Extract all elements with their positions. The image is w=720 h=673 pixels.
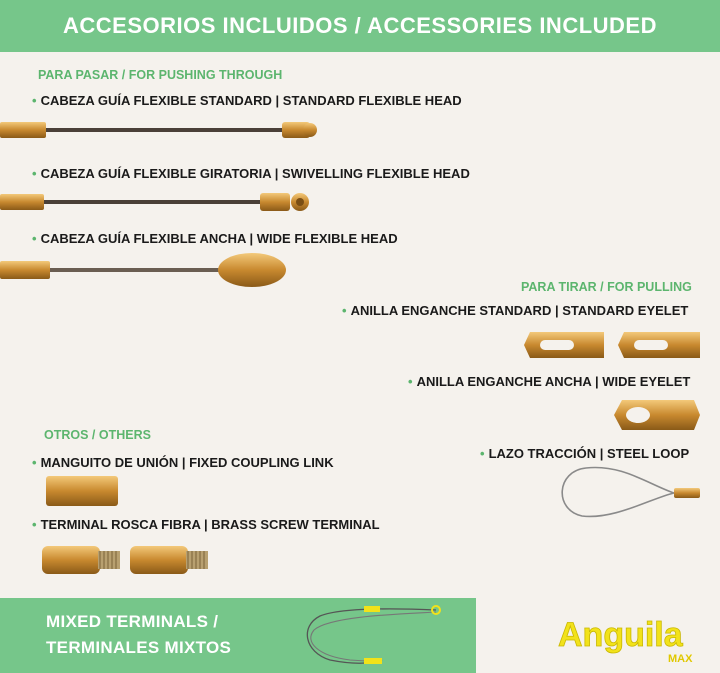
anguila-logo (556, 606, 696, 666)
item-standard-eyelet-label: ANILLA ENGANCHE STANDARD | STANDARD EYELET (350, 303, 689, 318)
item-wide-head-label: CABEZA GUÍA FLEXIBLE ANCHA | WIDE FLEXIBLE HEAD (40, 231, 398, 246)
screw-terminal-image (40, 544, 210, 578)
section-others-title: OTROS / OTHERS (44, 428, 151, 442)
mixed-terminals-image (300, 602, 450, 668)
item-steel-loop: • LAZO TRACCIÓN | STEEL LOOP (480, 446, 690, 461)
item-wide-eyelet-label: ANILLA ENGANCHE ANCHA | WIDE EYELET (416, 374, 691, 389)
item-steel-loop-label: LAZO TRACCIÓN | STEEL LOOP (488, 446, 690, 461)
header-title: ACCESORIOS INCLUIDOS / ACCESSORIES INCLUDED (63, 13, 657, 38)
header-banner (0, 0, 720, 52)
logo-sub-text: MAX (668, 653, 693, 665)
wide-head-image (0, 250, 300, 290)
section-pushing-title: PARA PASAR / FOR PUSHING THROUGH (38, 68, 283, 82)
section-pulling-title: PARA TIRAR / FOR PULLING (521, 280, 692, 294)
footer-line-1: MIXED TERMINALS / (46, 612, 219, 631)
swivelling-head-image (0, 190, 320, 216)
logo-brand-text: Anguila (558, 616, 683, 654)
coupling-link-image (46, 476, 120, 508)
standard-head-image (0, 118, 320, 144)
item-coupling-link: • MANGUITO DE UNIÓN | FIXED COUPLING LINK (32, 455, 334, 470)
item-coupling-link-label: MANGUITO DE UNIÓN | FIXED COUPLING LINK (40, 455, 334, 470)
item-screw-terminal-label: TERMINAL ROSCA FIBRA | BRASS SCREW TERMINAL (40, 517, 380, 532)
footer-line-2: TERMINALES MIXTOS (46, 638, 232, 657)
item-swivelling-head: • CABEZA GUÍA FLEXIBLE GIRATORIA | SWIVELLING FLEXIBLE HEAD (32, 166, 470, 181)
item-standard-head: • CABEZA GUÍA FLEXIBLE STANDARD | STANDARD FLEXIBLE HEAD (32, 93, 462, 108)
item-standard-head-label: CABEZA GUÍA FLEXIBLE STANDARD | STANDARD FLEXIBLE HEAD (40, 93, 462, 108)
item-wide-head: • CABEZA GUÍA FLEXIBLE ANCHA | WIDE FLEXIBLE HEAD (32, 231, 398, 246)
steel-loop-image (552, 462, 702, 524)
standard-eyelet-image (524, 330, 704, 360)
item-swivelling-head-label: CABEZA GUÍA FLEXIBLE GIRATORIA | SWIVELLING FLEXIBLE HEAD (40, 166, 470, 181)
item-wide-eyelet: • ANILLA ENGANCHE ANCHA | WIDE EYELET (408, 374, 691, 389)
item-standard-eyelet: • ANILLA ENGANCHE STANDARD | STANDARD EYELET (342, 303, 689, 318)
footer-banner (0, 598, 476, 673)
wide-eyelet-image (614, 398, 704, 432)
item-screw-terminal: • TERMINAL ROSCA FIBRA | BRASS SCREW TERMINAL (32, 517, 380, 532)
